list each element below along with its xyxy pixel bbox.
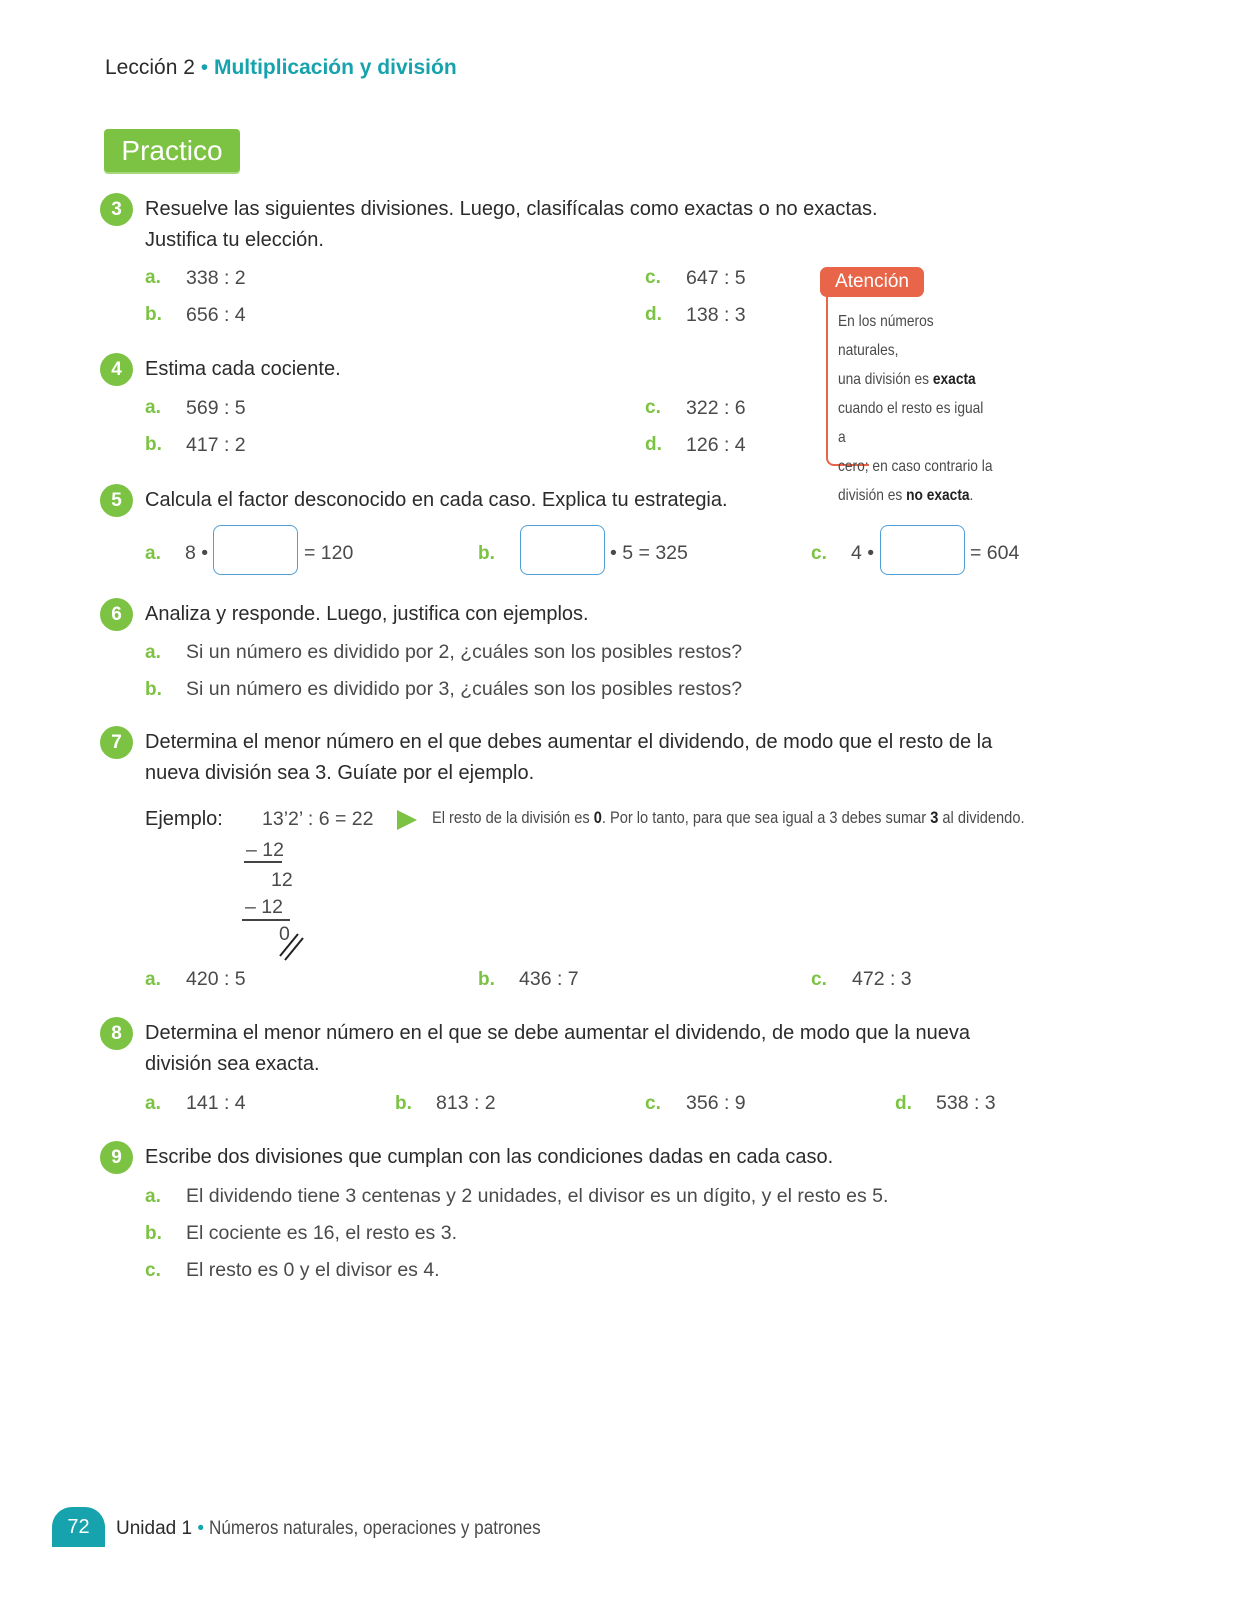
- question-6-text: Analiza y responde. Luego, justifica con ejemplos.: [145, 603, 589, 625]
- q7-item-c-label: c.: [811, 969, 827, 990]
- q3-item-a: a.: [145, 267, 161, 288]
- answer-box-c[interactable]: [880, 525, 965, 575]
- q7-item-a-label: a.: [145, 969, 161, 990]
- footer-subtitle: Números naturales, operaciones y patrones: [209, 1518, 542, 1539]
- q5-item-b-label: b.: [478, 543, 495, 564]
- q4-item-c: c.: [645, 397, 661, 418]
- q8-item-a-text: 141 : 4: [186, 1092, 246, 1114]
- q4-item-a: a.: [145, 397, 161, 418]
- question-number-4: 4: [100, 353, 133, 386]
- question-number-5: 5: [100, 484, 133, 517]
- q6-item-b-label: b.: [145, 679, 162, 700]
- q4-item-c-text: 322 : 6: [686, 397, 746, 419]
- q4-item-d-text: 126 : 4: [686, 434, 746, 456]
- q3-item-c-text: 647 : 5: [686, 267, 746, 289]
- question-9-text: Escribe dos divisiones que cumplan con las condiciones dadas en cada caso.: [145, 1146, 834, 1168]
- q3-item-d: d.: [645, 304, 662, 325]
- section-title-practico: Practico: [104, 129, 240, 172]
- arrow-right-icon: [397, 810, 417, 830]
- question-number-7: 7: [100, 726, 133, 759]
- q3-item-a-text: 338 : 2: [186, 267, 246, 289]
- q7-item-a-text: 420 : 5: [186, 968, 246, 990]
- attention-line: cuando el resto es igual a: [838, 400, 984, 446]
- question-number-9: 9: [100, 1141, 133, 1174]
- question-5-text: Calcula el factor desconocido en cada caso. Explica tu estrategia.: [145, 489, 728, 511]
- q4-item-a-text: 569 : 5: [186, 397, 246, 419]
- q7-item-b-text: 436 : 7: [519, 968, 579, 990]
- q9-item-a-text: El dividendo tiene 3 centenas y 2 unidades, el divisor es un dígito, y el resto es 5.: [186, 1185, 889, 1207]
- q5-item-b-post: • 5 = 325: [610, 542, 688, 564]
- footer-unit-label: Unidad 1: [116, 1518, 193, 1539]
- division-step-2: 12: [271, 869, 293, 891]
- division-step-3: – 12: [245, 896, 283, 918]
- example-label: Ejemplo:: [145, 808, 223, 830]
- q3-item-c: c.: [645, 267, 661, 288]
- attention-line: cero; en caso contrario la: [838, 458, 993, 475]
- question-3-text: Resuelve las siguientes divisiones. Luego, clasifícalas como exactas o no exactas. Justifica tu elección.: [145, 198, 878, 251]
- question-number-3: 3: [100, 193, 133, 226]
- q6-item-a-text: Si un número es dividido por 2, ¿cuáles son los posibles restos?: [186, 641, 743, 663]
- question-8-text: Determina el menor número en el que se debe aumentar el dividendo, de modo que la nueva división sea exacta.: [145, 1022, 970, 1075]
- q9-item-c-text: El resto es 0 y el divisor es 4.: [186, 1259, 440, 1281]
- division-step-1: – 12: [246, 839, 284, 861]
- footer-unit: [116, 1518, 578, 1540]
- lesson-label: Lección 2: [105, 56, 195, 79]
- division-step-4: 0: [279, 923, 290, 945]
- q4-item-b-text: 417 : 2: [186, 434, 246, 456]
- lesson-topic: Multiplicación y división: [213, 56, 457, 79]
- q8-item-d-label: d.: [895, 1093, 912, 1114]
- q7-item-c-text: 472 : 3: [852, 968, 912, 990]
- double-slash-mark: [278, 928, 304, 962]
- q9-item-a-label: a.: [145, 1186, 161, 1207]
- q7-item-b-label: b.: [478, 969, 495, 990]
- q5-item-c-post: = 604: [970, 542, 1020, 564]
- example-note: El resto de la división es 0. Por lo tanto, para que sea igual a 3 debes sumar 3 al dividendo.: [432, 808, 1025, 827]
- q6-item-a-label: a.: [145, 642, 161, 663]
- q9-item-b-text: El cociente es 16, el resto es 3.: [186, 1222, 457, 1244]
- attention-line: una división es exacta: [838, 371, 976, 388]
- lesson-header: [105, 56, 457, 80]
- q8-item-b-text: 813 : 2: [436, 1092, 496, 1114]
- q5-item-a-pre: 8 •: [185, 542, 209, 564]
- example-expression: 13’2’ : 6 = 22: [262, 808, 374, 830]
- attention-line: En los números naturales,: [838, 313, 934, 359]
- division-line: [242, 919, 290, 921]
- header-separator: •: [200, 56, 209, 79]
- q8-item-b-label: b.: [395, 1093, 412, 1114]
- q4-item-b: b.: [145, 434, 162, 455]
- q8-item-c-text: 356 : 9: [686, 1092, 746, 1114]
- q9-item-b-label: b.: [145, 1223, 162, 1244]
- q5-item-a-post: = 120: [304, 542, 354, 564]
- answer-box-a[interactable]: [213, 525, 298, 575]
- q5-item-c-label: c.: [811, 543, 827, 564]
- question-number-6: 6: [100, 598, 133, 631]
- attention-title: Atención: [820, 267, 924, 297]
- q8-item-d-text: 538 : 3: [936, 1092, 996, 1114]
- q3-item-b-text: 656 : 4: [186, 304, 246, 326]
- attention-line: división es no exacta.: [838, 487, 974, 504]
- q3-item-b: b.: [145, 304, 162, 325]
- footer-separator: •: [197, 1518, 204, 1539]
- answer-box-b[interactable]: [520, 525, 605, 575]
- q9-item-c-label: c.: [145, 1260, 161, 1281]
- q6-item-b-text: Si un número es dividido por 3, ¿cuáles son los posibles restos?: [186, 678, 743, 700]
- q8-item-c-label: c.: [645, 1093, 661, 1114]
- q5-item-c-pre: 4 •: [851, 542, 875, 564]
- question-4-text: Estima cada cociente.: [145, 358, 341, 380]
- q8-item-a-label: a.: [145, 1093, 161, 1114]
- q3-item-d-text: 138 : 3: [686, 304, 746, 326]
- attention-text: [838, 307, 993, 510]
- division-line: [244, 861, 282, 863]
- q4-item-d: d.: [645, 434, 662, 455]
- question-number-8: 8: [100, 1017, 133, 1050]
- q5-item-a-label: a.: [145, 543, 161, 564]
- question-7-text: Determina el menor número en el que debes aumentar el dividendo, de modo que el resto de la nueva división sea 3. Guíate por el ejemplo.: [145, 731, 993, 784]
- page-number: 72: [52, 1507, 105, 1547]
